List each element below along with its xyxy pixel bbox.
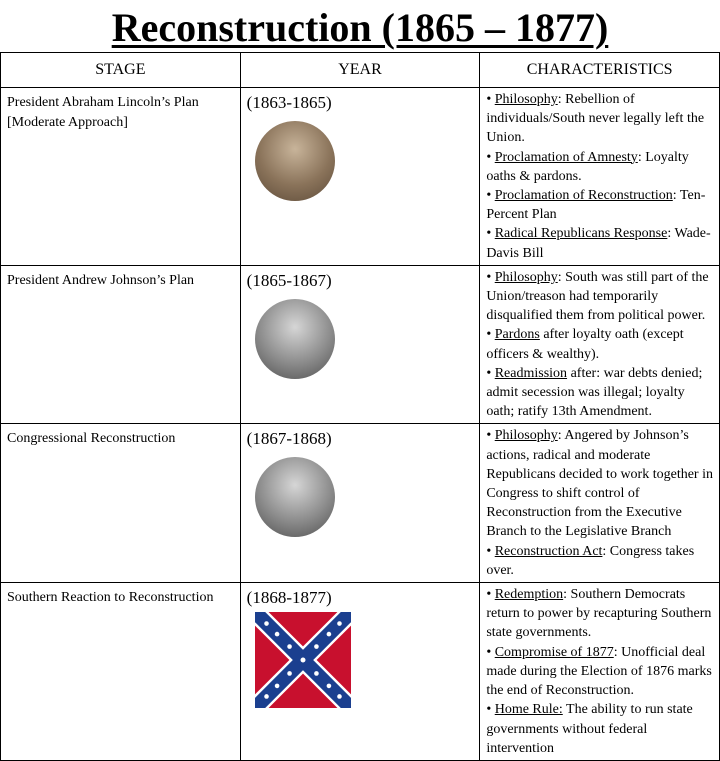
reconstruction-table: [0, 52, 720, 761]
characteristics-cell: [480, 583, 720, 761]
stevens-portrait: [255, 457, 335, 537]
page-title: Reconstruction (1865 – 1877): [111, 5, 609, 50]
table-row: [1, 583, 720, 761]
list-item: • Philosophy: South was still part of the Union/treason had temporarily disqualified them from political power.: [486, 269, 709, 324]
list-item: • Home Rule: The ability to run state governments without federal intervention: [486, 702, 693, 756]
table-row: [1, 424, 720, 583]
list-item: • Compromise of 1877: Unofficial deal made during the Election of 1876 marks the end of Reconstruction.: [486, 644, 712, 699]
list-item: • Readmission after: war debts denied; admit secession was illegal; loyalty oath; ratify 13th Amendment.: [486, 365, 703, 420]
table-row: [1, 88, 720, 266]
list-item: • Proclamation of Reconstruction: Ten-Percent Plan: [486, 188, 706, 223]
header-stage: STAGE: [1, 53, 241, 88]
stage-cell: President Andrew Johnson’s Plan: [1, 265, 241, 424]
list-item: • Philosophy: Rebellion of individuals/South never legally left the Union.: [486, 92, 705, 146]
stage-cell: Southern Reaction to Reconstruction: [1, 583, 241, 761]
year-cell: [240, 265, 480, 424]
list-item: • Proclamation of Amnesty: Loyalty oaths & pardons.: [486, 149, 689, 184]
year-text: (1868-1877): [246, 588, 332, 608]
confederate-flag: [255, 612, 351, 708]
characteristics-cell: [480, 424, 720, 583]
table-row: [1, 265, 720, 424]
year-cell: [240, 88, 480, 266]
list-item: • Philosophy: Angered by Johnson’s actions, radical and moderate Republicans decided to work together in Congress to shift control of Reconstruction from the Executive Branch to the Legislative Branch: [486, 428, 713, 540]
characteristics-cell: [480, 88, 720, 266]
year-cell: [240, 424, 480, 583]
year-text: (1865-1867): [246, 270, 332, 290]
header-year: YEAR: [240, 53, 480, 88]
list-item: • Redemption: Southern Democrats return to power by recapturing Southern state governments.: [486, 587, 712, 641]
list-item: • Radical Republicans Response: Wade-Davis Bill: [486, 226, 711, 261]
header-characteristics: CHARACTERISTICS: [480, 53, 720, 88]
year-cell: [240, 583, 480, 761]
year-text: (1863-1865): [246, 93, 332, 112]
stage-cell: President Abraham Lincoln’s Plan [Moderate Approach]: [1, 88, 241, 266]
header-row: [1, 53, 720, 88]
characteristics-cell: [480, 265, 720, 424]
list-item: • Reconstruction Act: Congress takes over.: [486, 543, 695, 578]
johnson-portrait: [255, 299, 335, 379]
year-text: (1867-1868): [246, 429, 332, 449]
list-item: • Pardons after loyalty oath (except officers & wealthy).: [486, 327, 684, 362]
lincoln-portrait: [255, 121, 335, 201]
stage-cell: Congressional Reconstruction: [1, 424, 241, 583]
